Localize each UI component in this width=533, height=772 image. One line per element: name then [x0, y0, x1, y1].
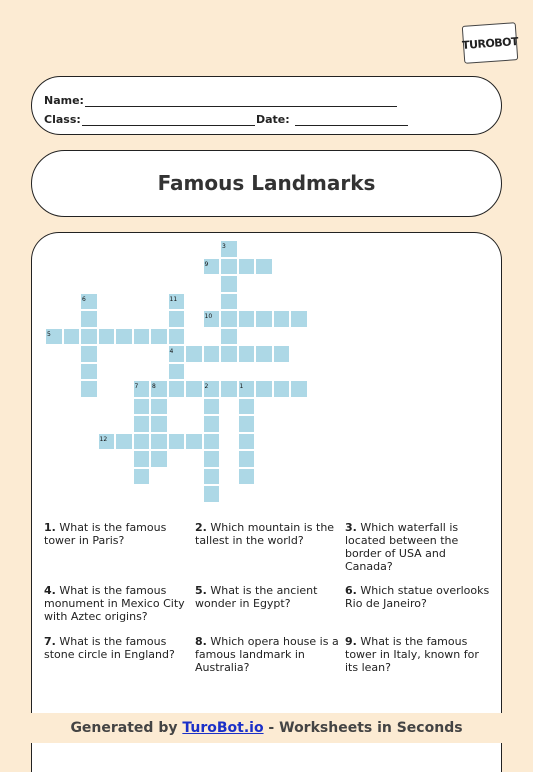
name-field[interactable] [44, 94, 397, 107]
crossword-cell[interactable] [220, 380, 238, 398]
page-title: Famous Landmarks [157, 171, 376, 195]
clue-text: What is the famous tower in Italy, known for its lean? [345, 635, 479, 674]
name-label: Name: [44, 94, 84, 107]
clue-text: Which waterfall is located between the border of USA and Canada? [345, 521, 459, 573]
crossword-cell[interactable] [80, 345, 98, 363]
footer [0, 713, 533, 743]
crossword-cell[interactable] [80, 380, 98, 398]
crossword-cell[interactable] [273, 380, 291, 398]
clue-number: 2. [195, 521, 207, 534]
crossword-cell[interactable] [133, 468, 151, 486]
crossword-cell[interactable] [150, 415, 168, 433]
date-field[interactable] [256, 113, 408, 126]
crossword-cell[interactable] [150, 433, 168, 451]
crossword-cell[interactable] [150, 328, 168, 346]
crossword-cell[interactable] [238, 345, 256, 363]
clue-text: What is the ancient wonder in Egypt? [195, 584, 318, 610]
crossword-cell[interactable] [220, 293, 238, 311]
clue-number: 7. [44, 635, 56, 648]
crossword-cell[interactable] [220, 310, 238, 328]
crossword-cell[interactable] [185, 380, 203, 398]
crossword-cell[interactable] [203, 433, 221, 451]
clue-item [195, 635, 341, 674]
crossword-cell[interactable] [133, 328, 151, 346]
clue-number: 8. [195, 635, 207, 648]
clue-number-label: 3 [222, 243, 226, 250]
clue-item [195, 521, 341, 547]
crossword-cell[interactable] [203, 450, 221, 468]
clue-text: What is the famous stone circle in England? [44, 635, 175, 661]
crossword-cell[interactable] [290, 380, 308, 398]
crossword-cell[interactable] [220, 258, 238, 276]
footer-suffix: - Worksheets in Seconds [263, 720, 463, 736]
clue-number: 4. [44, 584, 56, 597]
clue-number: 9. [345, 635, 357, 648]
clue-text: What is the famous monument in Mexico City with Aztec origins? [44, 584, 185, 623]
clue-number-label: 1 [239, 383, 244, 390]
clue-number: 1. [44, 521, 56, 534]
clue-number-label: 12 [99, 435, 108, 443]
crossword-cell[interactable] [133, 415, 151, 433]
clue-item [345, 635, 491, 674]
crossword-cell[interactable] [238, 468, 256, 486]
clue-text: Which statue overlooks Rio de Janeiro? [345, 584, 490, 610]
crossword-cell[interactable] [168, 310, 186, 328]
crossword-cell[interactable] [203, 398, 221, 416]
clue-item [44, 635, 190, 661]
clue-text: Which opera house is a famous landmark in Australia? [195, 635, 339, 674]
clue-item [44, 521, 190, 547]
crossword-cell[interactable] [238, 310, 256, 328]
logo-text: TUROBOT [461, 34, 519, 52]
crossword-cell[interactable] [203, 415, 221, 433]
crossword-cell[interactable] [168, 328, 186, 346]
clue-item [345, 521, 491, 573]
crossword-cell[interactable] [150, 398, 168, 416]
clue-number-label: 5 [47, 330, 51, 338]
turobot-logo [462, 22, 519, 64]
crossword-cell[interactable] [133, 398, 151, 416]
crossword-cell[interactable] [238, 450, 256, 468]
clue-number-label: 8 [152, 383, 156, 390]
crossword-cell[interactable] [238, 398, 256, 416]
clue-text: Which mountain is the tallest in the world? [195, 521, 335, 547]
name-line[interactable] [85, 95, 397, 107]
crossword-cell[interactable] [80, 363, 98, 381]
clue-number-label: 11 [169, 295, 178, 303]
crossword-cell[interactable] [203, 485, 221, 503]
crossword-cell[interactable] [255, 380, 273, 398]
crossword-cell[interactable] [273, 310, 291, 328]
crossword-cell[interactable] [185, 433, 203, 451]
class-field[interactable] [44, 113, 255, 126]
crossword-cell[interactable] [238, 258, 256, 276]
date-line[interactable] [295, 114, 408, 126]
footer-prefix: Generated by [70, 720, 183, 736]
clue-number: 3. [345, 521, 357, 534]
crossword-cell[interactable] [203, 468, 221, 486]
clue-number-label: 4 [169, 348, 174, 355]
clue-text: What is the famous tower in Paris? [44, 521, 167, 547]
crossword-cell[interactable] [168, 380, 186, 398]
crossword-cell[interactable] [115, 328, 133, 346]
crossword-cell[interactable] [80, 328, 98, 346]
crossword-cell[interactable] [133, 433, 151, 451]
title-box [31, 150, 502, 217]
crossword-cell[interactable] [63, 328, 81, 346]
clue-item [345, 584, 491, 610]
crossword-cell[interactable] [273, 345, 291, 363]
crossword-cell[interactable] [220, 345, 238, 363]
class-line[interactable] [82, 114, 255, 126]
class-label: Class: [44, 113, 81, 126]
crossword-cell[interactable] [98, 328, 116, 346]
crossword-cell[interactable] [80, 310, 98, 328]
clue-number-label: 2 [204, 383, 209, 390]
crossword-cell[interactable] [185, 345, 203, 363]
crossword-cell[interactable] [168, 363, 186, 381]
crossword-cell[interactable] [133, 450, 151, 468]
crossword-cell[interactable] [255, 258, 273, 276]
student-info-box [31, 76, 502, 135]
crossword-cell[interactable] [290, 310, 308, 328]
turobot-link[interactable]: TuroBot.io [182, 720, 264, 736]
clue-number-label: 10 [204, 313, 213, 320]
clue-item [44, 584, 190, 623]
clue-number-label: 7 [134, 383, 139, 390]
crossword-cell[interactable] [220, 275, 238, 293]
crossword-cell[interactable] [150, 450, 168, 468]
clue-number-label: 6 [82, 295, 86, 303]
crossword-cell[interactable] [255, 345, 273, 363]
crossword-cell[interactable] [238, 433, 256, 451]
clue-number: 5. [195, 584, 207, 597]
crossword-cell[interactable] [220, 328, 238, 346]
clue-item [195, 584, 341, 610]
crossword-cell[interactable] [238, 415, 256, 433]
crossword-cell[interactable] [168, 433, 186, 451]
clue-number: 6. [345, 584, 357, 597]
date-label: Date: [256, 113, 290, 126]
crossword-cell[interactable] [255, 310, 273, 328]
clue-number-label: 9 [204, 260, 209, 268]
crossword-cell[interactable] [115, 433, 133, 451]
crossword-cell[interactable] [203, 345, 221, 363]
